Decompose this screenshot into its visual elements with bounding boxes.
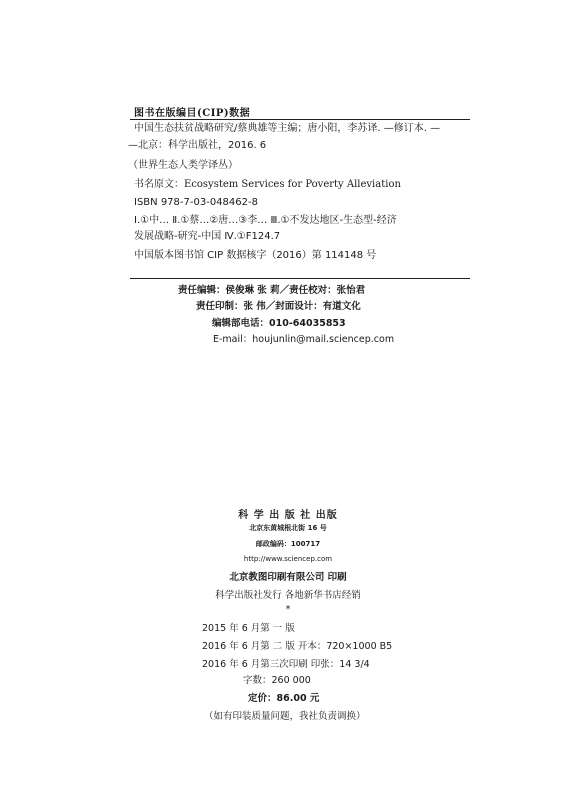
quality-note: （如有印装质量问题，我社负责调换） [204,711,366,722]
printer: 北京教图印刷有限公司 印刷 [229,572,347,583]
cip-line-5: ISBN 978-7-03-048462-8 [134,197,258,208]
editorial-phone: 编辑部电话：010-64035853 [212,318,346,329]
cip-line-3: （世界生态人类学译丛） [128,160,238,171]
publisher-url: http://www.sciencep.com [243,555,333,563]
word-count: 字数：260 000 [243,675,311,686]
cip-title: 图书在版编目(CIP)数据 [134,108,251,119]
publisher-name: 科 学 出 版 社 出版 [238,510,338,521]
cip-line-2: —北京：科学出版社，2016. 6 [128,140,267,151]
distribution: 科学出版社发行 各地新华书店经销 [215,590,361,601]
cip-bottom-rule [130,278,470,279]
editors-line-2: 责任印制：张 伟／封面设计：有道文化 [196,301,361,312]
printing-info: 2016 年 6 月第三次印刷 印张：14 3/4 [202,659,370,670]
price: 定价：86.00 元 [248,693,320,704]
separator-star: * [285,604,291,615]
cip-line-4: 书名原文：Ecosystem Services for Poverty Alleviation [134,179,401,190]
cip-line-6: Ⅰ.①中… Ⅱ.①蔡…②唐…③李… Ⅲ.①不发达地区-生态型-经济 [134,215,397,226]
cip-line-8: 中国版本图书馆 CIP 数据核字（2016）第 114148 号 [134,250,377,261]
cip-top-rule [130,119,470,120]
edition-format: 2016 年 6 月第 二 版 开本：720×1000 B5 [202,641,393,652]
cip-line-7: 发展战略-研究-中国 Ⅳ.①F124.7 [134,231,281,242]
publisher-postcode: 邮政编码：100717 [255,540,321,548]
cip-line-1: 中国生态扶贫战略研究/蔡典雄等主编；唐小阳，李苏译. —修订本. — [134,123,441,134]
first-edition: 2015 年 6 月第 一 版 [202,623,295,634]
editors-line-1: 责任编辑：侯俊琳 张 莉／责任校对：张怡君 [178,285,366,296]
editorial-email: E-mail：houjunlin@mail.sciencep.com [213,334,395,345]
publisher-address: 北京东黄城根北街 16 号 [249,524,327,532]
